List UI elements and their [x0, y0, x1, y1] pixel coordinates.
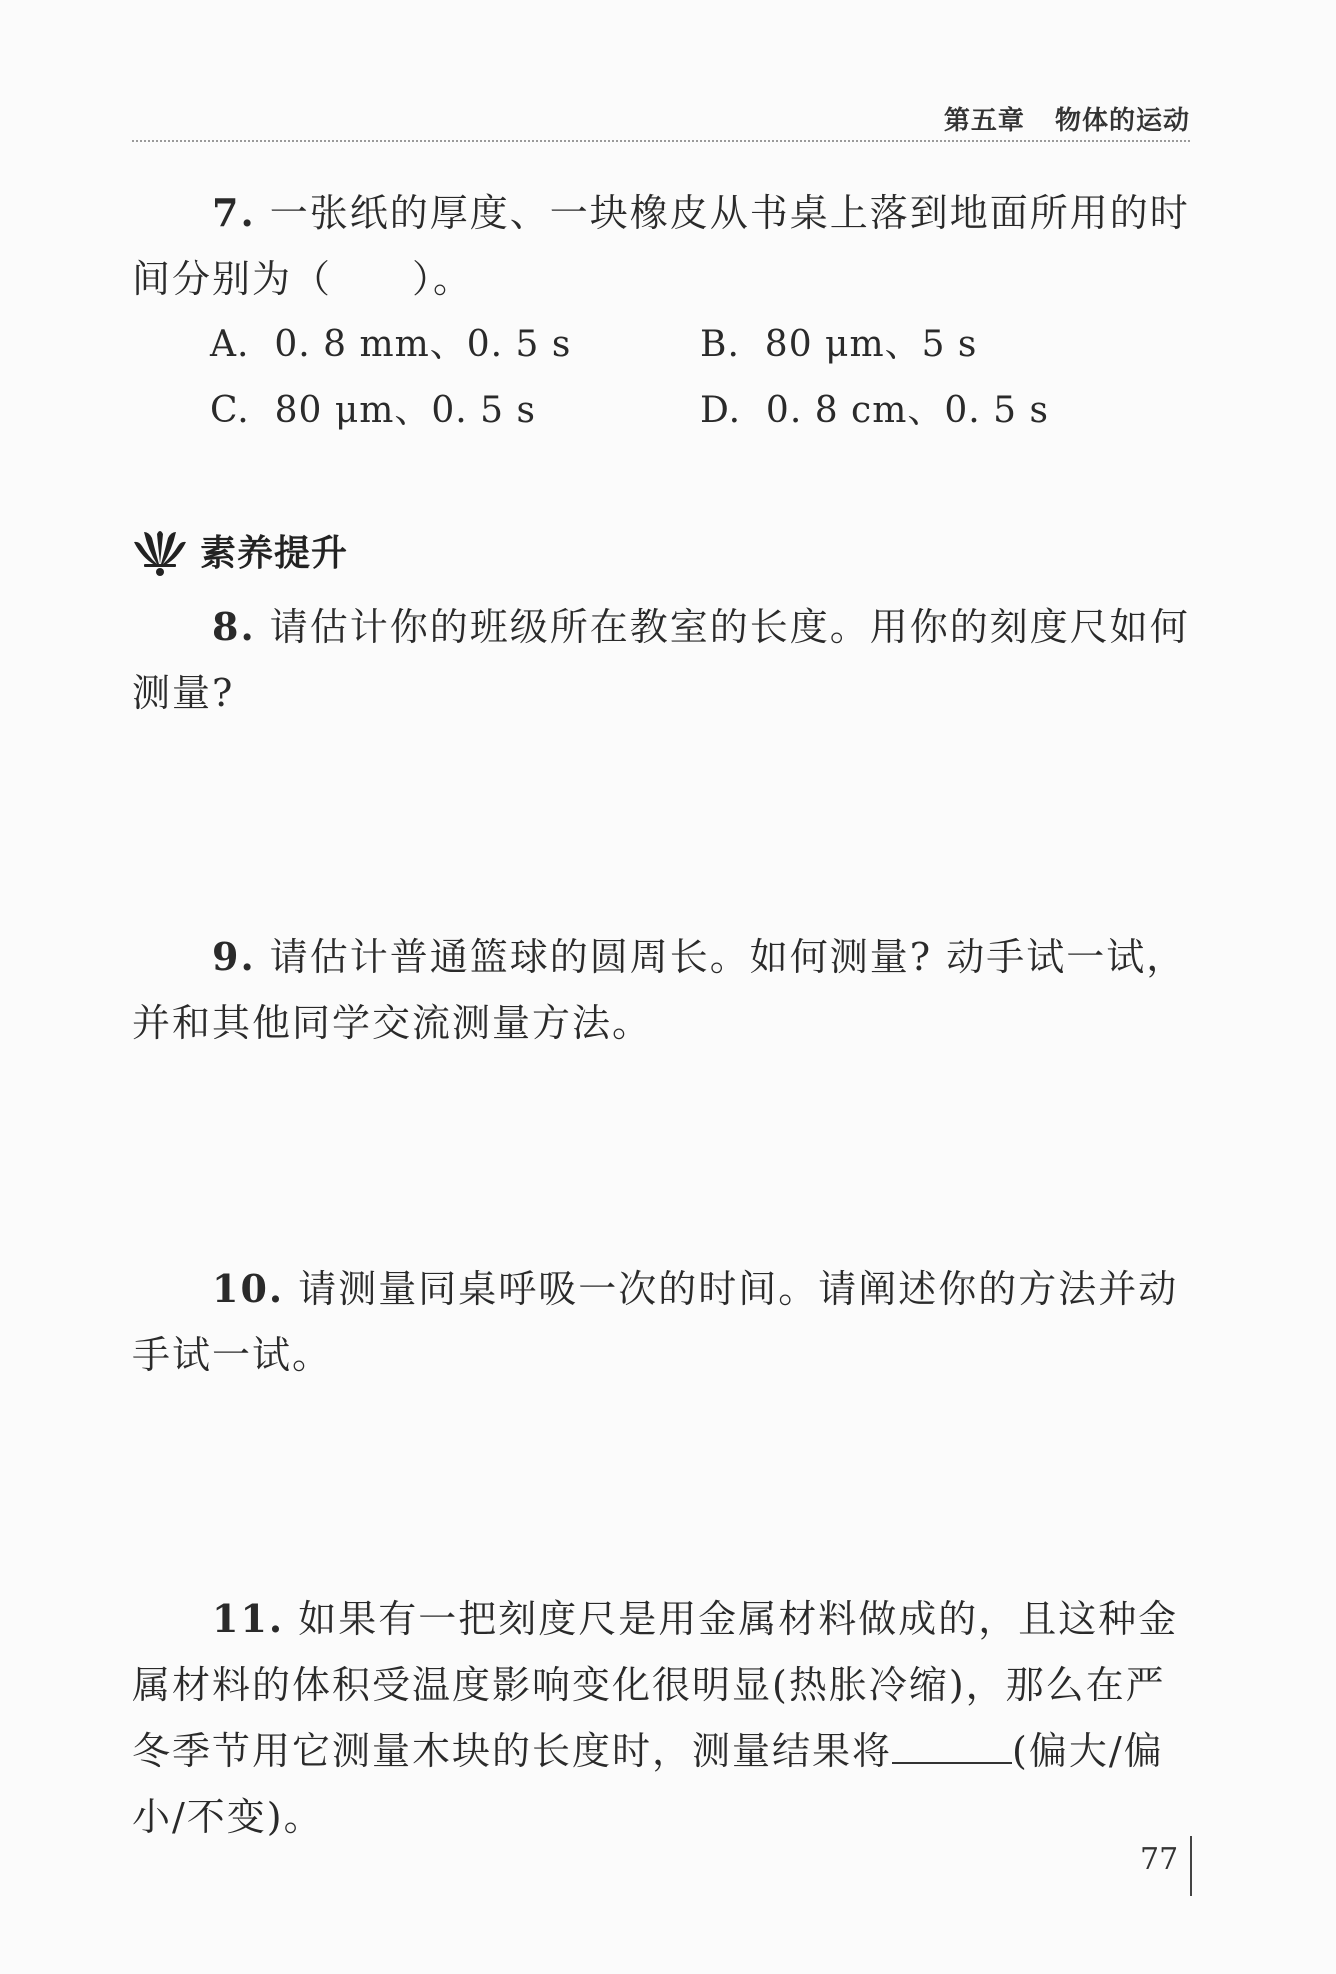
option-d[interactable]	[700, 378, 1049, 444]
options-row-2	[210, 378, 1190, 444]
crown-ornament-icon	[130, 520, 190, 580]
section-heading	[130, 520, 348, 580]
option-value: 0. 8 cm、0. 5 s	[765, 390, 1049, 431]
option-label: B.	[700, 324, 740, 365]
question-text: 请估计普通篮球的圆周长。如何测量? 动手试一试，并和其他同学交流测量方法。	[132, 935, 1187, 1045]
page-number-bar	[1190, 1836, 1192, 1896]
page-header	[132, 100, 1190, 140]
question-text-end: (偏大/偏小/不变)。	[132, 1729, 1164, 1839]
option-label: A.	[210, 324, 250, 365]
option-a[interactable]	[210, 312, 571, 378]
question-number: 11.	[212, 1596, 285, 1641]
answer-blank[interactable]	[892, 1722, 1012, 1764]
question-number: 8.	[212, 604, 256, 649]
question-9	[132, 924, 1190, 1056]
chapter-number: 第五章	[943, 106, 1025, 136]
section-title: 素养提升	[200, 532, 349, 574]
option-b[interactable]	[700, 312, 977, 378]
question-number: 9.	[212, 934, 256, 979]
question-text: 请估计你的班级所在教室的长度。用你的刻度尺如何测量?	[132, 605, 1190, 715]
option-label: D.	[700, 390, 742, 431]
question-number: 7.	[212, 190, 256, 235]
question-8	[132, 594, 1190, 726]
option-value: 80 μm、5 s	[764, 324, 978, 365]
question-text: 请测量同桌呼吸一次的时间。请阐述你的方法并动手试一试。	[132, 1267, 1179, 1377]
option-c[interactable]	[210, 378, 536, 444]
question-11	[132, 1586, 1190, 1850]
question-text: 一张纸的厚度、一块橡皮从书桌上落到地面所用的时间分别为（ ）。	[132, 191, 1190, 301]
page-number: 77	[1140, 1842, 1179, 1877]
option-label: C.	[210, 390, 250, 431]
question-text: 如果有一把刻度尺是用金属材料做成的，且这种金属材料的体积受温度影响变化很明显(热胀冷缩)，那么在严冬季节用它测量木块的长度时，测量结果将	[132, 1597, 1179, 1773]
chapter-heading	[944, 100, 1190, 137]
option-value: 0. 8 mm、0. 5 s	[274, 324, 572, 365]
question-10	[132, 1256, 1190, 1388]
question-7	[132, 180, 1190, 312]
chapter-title: 物体的运动	[1054, 106, 1190, 136]
option-value: 80 μm、0. 5 s	[274, 390, 537, 431]
header-dotted-rule	[132, 140, 1190, 142]
question-number: 10.	[212, 1266, 285, 1311]
options-row-1	[210, 312, 1190, 378]
